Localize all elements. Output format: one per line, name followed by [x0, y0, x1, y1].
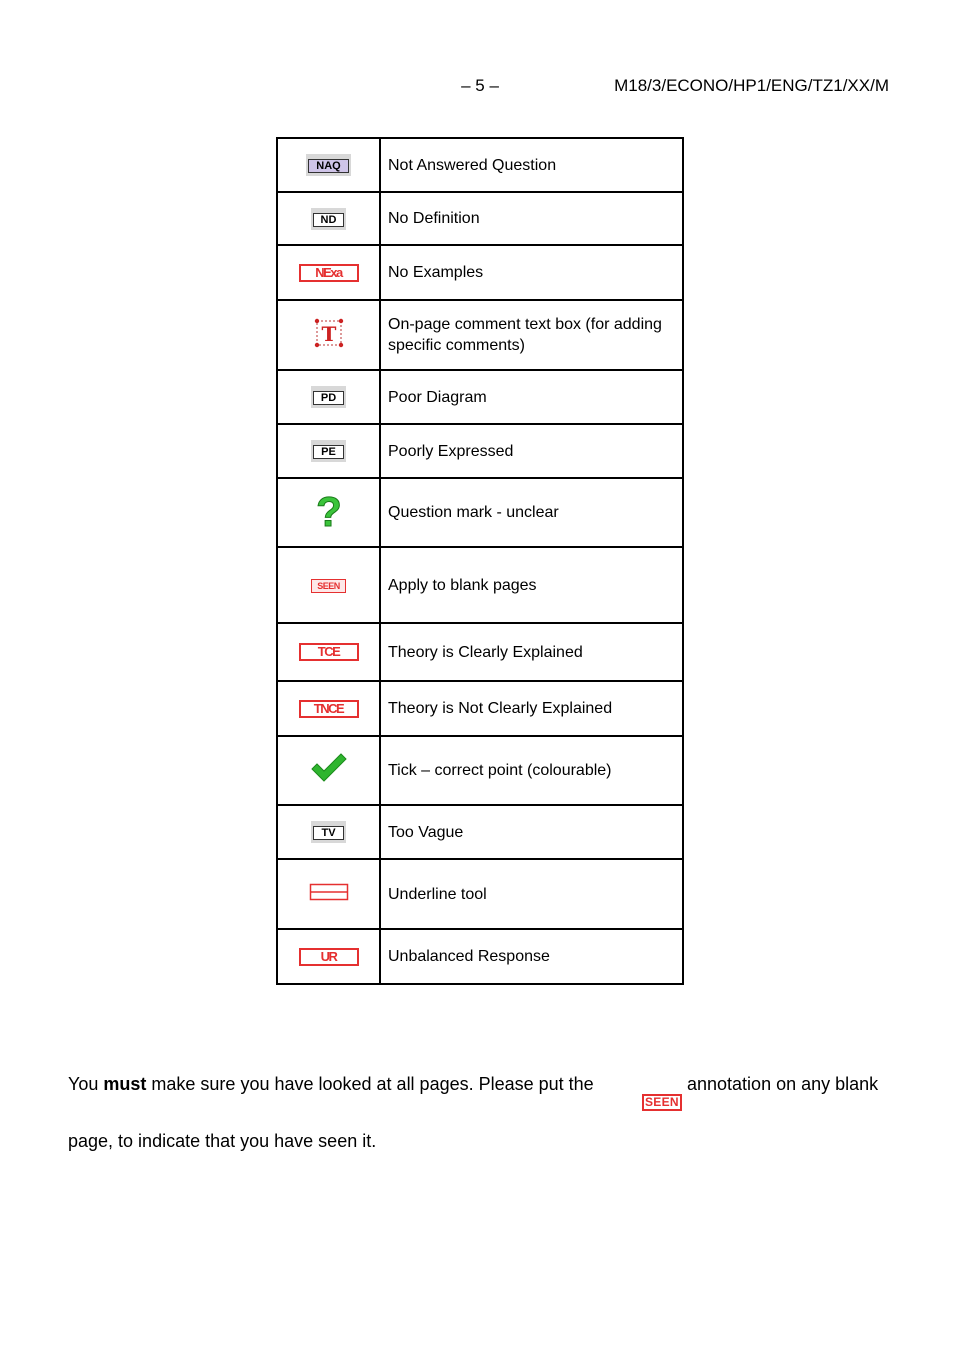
- annotation-label: Poor Diagram: [380, 370, 683, 424]
- table-row: [277, 547, 683, 623]
- table-row: [277, 736, 683, 805]
- footer-instruction-line2: page, to indicate that you have seen it.: [68, 1131, 377, 1151]
- table-row: [277, 138, 683, 192]
- svg-text:T: T: [321, 321, 336, 346]
- annotation-label: No Definition: [380, 192, 683, 245]
- table-row: [277, 805, 683, 859]
- table-row: [277, 192, 683, 245]
- annotation-label: Apply to blank pages: [380, 547, 683, 623]
- table-row: [277, 623, 683, 681]
- annotation-label: Theory is Not Clearly Explained: [380, 681, 683, 736]
- footer-text: You: [68, 1074, 104, 1094]
- annotation-label: Not Answered Question: [380, 138, 683, 192]
- pd-stamp-icon: PD: [311, 386, 346, 408]
- svg-text:?: ?: [315, 490, 342, 530]
- page-number: – 5 –: [461, 76, 499, 95]
- table-row: [277, 681, 683, 736]
- annotation-label: Underline tool: [380, 859, 683, 929]
- text-box-icon: [314, 318, 344, 353]
- table-row: [277, 245, 683, 300]
- footer-instruction-line1: [68, 1074, 594, 1095]
- ur-stamp-icon: UR: [299, 948, 359, 966]
- table-row: [277, 370, 683, 424]
- annotation-label: No Examples: [380, 245, 683, 300]
- question-mark-icon: [314, 490, 344, 535]
- nexa-stamp-icon: NExa: [299, 264, 359, 282]
- table-row: [277, 478, 683, 547]
- annotation-label: Theory is Clearly Explained: [380, 623, 683, 681]
- footer-text: annotation on any blank: [687, 1074, 879, 1094]
- annotation-label: Question mark - unclear: [380, 478, 683, 547]
- nd-stamp-icon: ND: [311, 208, 347, 230]
- annotation-label: On-page comment text box (for adding specific comments): [380, 300, 683, 370]
- document-code: M18/3/ECONO/HP1/ENG/TZ1/XX/M: [614, 76, 889, 95]
- table-row: [277, 300, 683, 370]
- tnce-stamp-icon: TNCE: [299, 700, 359, 718]
- footer-emphasis: must: [103, 1074, 147, 1094]
- naq-stamp-icon: NAQ: [306, 154, 350, 176]
- tce-stamp-icon: TCE: [299, 643, 359, 661]
- underline-tool-icon: [309, 882, 349, 907]
- seen-stamp-icon: SEEN: [642, 1094, 682, 1111]
- annotation-table: [276, 137, 684, 985]
- seen-stamp-icon: SEEN: [311, 579, 346, 593]
- annotation-label: Poorly Expressed: [380, 424, 683, 478]
- tv-stamp-icon: TV: [311, 821, 345, 843]
- footer-text: make sure you have looked at all pages. Please put the: [146, 1074, 594, 1094]
- annotation-label: Unbalanced Response: [380, 929, 683, 984]
- tick-icon: [309, 751, 349, 790]
- pe-stamp-icon: PE: [311, 440, 346, 462]
- table-row: [277, 929, 683, 984]
- annotation-label: Tick – correct point (colourable): [380, 736, 683, 805]
- annotation-label: Too Vague: [380, 805, 683, 859]
- table-row: [277, 424, 683, 478]
- table-row: [277, 859, 683, 929]
